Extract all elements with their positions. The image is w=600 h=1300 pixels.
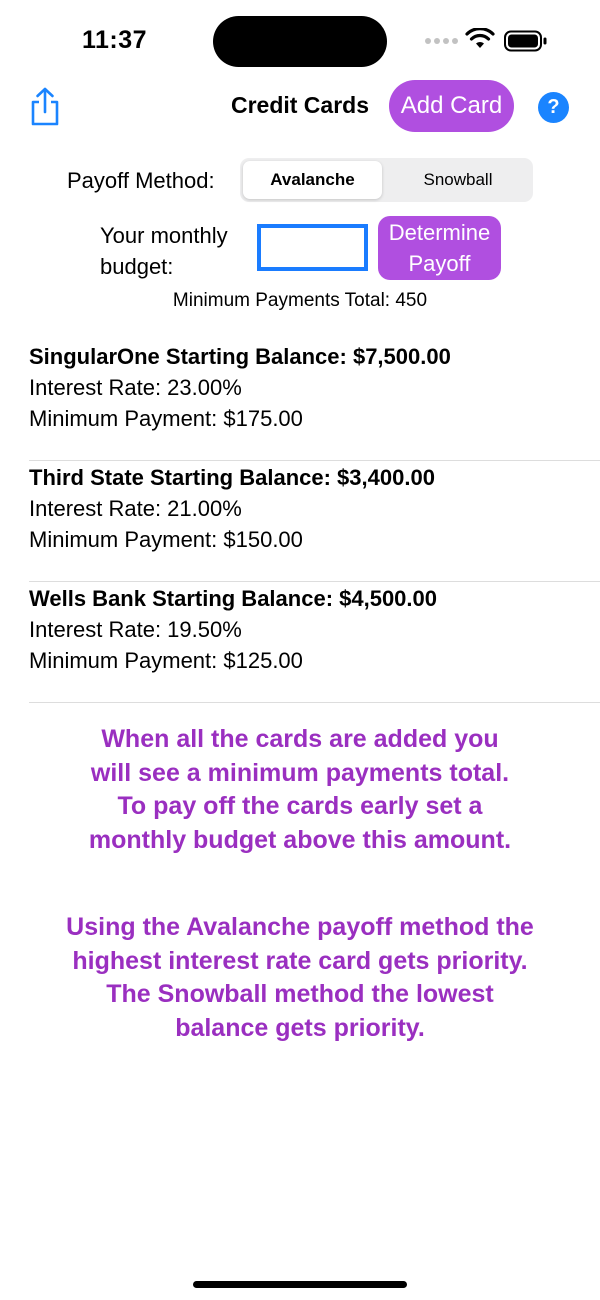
card-minimum-payment: Minimum Payment: $125.00 (29, 648, 303, 673)
instructions-line: The Snowball method the lowest (106, 980, 494, 1008)
card-minimum-payment: Minimum Payment: $150.00 (29, 527, 303, 552)
cellular-signal-icon (425, 38, 458, 44)
segment-snowball[interactable]: Snowball (423, 170, 493, 189)
instructions-paragraph-1 (0, 723, 600, 857)
card-title: SingularOne Starting Balance: $7,500.00 (29, 344, 451, 369)
instructions-line: When all the cards are added you (101, 725, 499, 753)
monthly-budget-input[interactable] (257, 224, 368, 271)
monthly-budget-label-line1: Your monthly (100, 223, 228, 248)
card-title: Third State Starting Balance: $3,400.00 (29, 465, 435, 490)
card-minimum-payment: Minimum Payment: $175.00 (29, 406, 303, 431)
segment-avalanche[interactable]: Avalanche (243, 161, 382, 199)
add-card-button[interactable]: Add Card (389, 80, 514, 132)
payoff-method-row (0, 158, 600, 202)
nav-title: Credit Cards (230, 92, 370, 118)
card-title: Wells Bank Starting Balance: $4,500.00 (29, 586, 437, 611)
status-bar (0, 0, 600, 80)
payoff-method-label: Payoff Method: (67, 168, 215, 193)
instructions-line: highest interest rate card gets priority. (72, 946, 528, 975)
instructions-line: Using the Avalanche payoff method the (66, 913, 534, 941)
instructions-line: will see a minimum payments total. (90, 758, 510, 787)
home-indicator[interactable] (193, 1281, 407, 1288)
minimum-payments-total: Minimum Payments Total: 450 (172, 290, 428, 311)
determine-payoff-label-line2: Payoff (408, 251, 471, 276)
instructions-line: balance gets priority. (175, 1013, 425, 1042)
status-time: 11:37 (82, 26, 148, 54)
monthly-budget-label (100, 220, 250, 282)
card-list (0, 340, 600, 703)
wifi-icon (465, 28, 495, 50)
determine-payoff-label-line1: Determine (388, 220, 491, 245)
battery-icon (504, 30, 548, 52)
instructions-paragraph-2 (0, 911, 600, 1045)
help-icon[interactable]: ? (538, 92, 569, 123)
instructions-line: To pay off the cards early set a (117, 792, 483, 820)
card-interest-rate: Interest Rate: 19.50% (29, 617, 242, 642)
card-row[interactable] (29, 582, 600, 703)
card-interest-rate: Interest Rate: 23.00% (29, 375, 242, 400)
dynamic-island (213, 16, 387, 67)
monthly-budget-label-line2: budget: (100, 254, 174, 279)
payoff-method-segmented-control[interactable] (240, 158, 533, 202)
card-interest-rate: Interest Rate: 21.00% (29, 496, 242, 521)
card-row[interactable] (29, 461, 600, 582)
card-row[interactable] (29, 340, 600, 461)
determine-payoff-button[interactable] (378, 216, 501, 280)
instructions-line: monthly budget above this amount. (88, 825, 512, 854)
nav-bar (0, 78, 600, 134)
